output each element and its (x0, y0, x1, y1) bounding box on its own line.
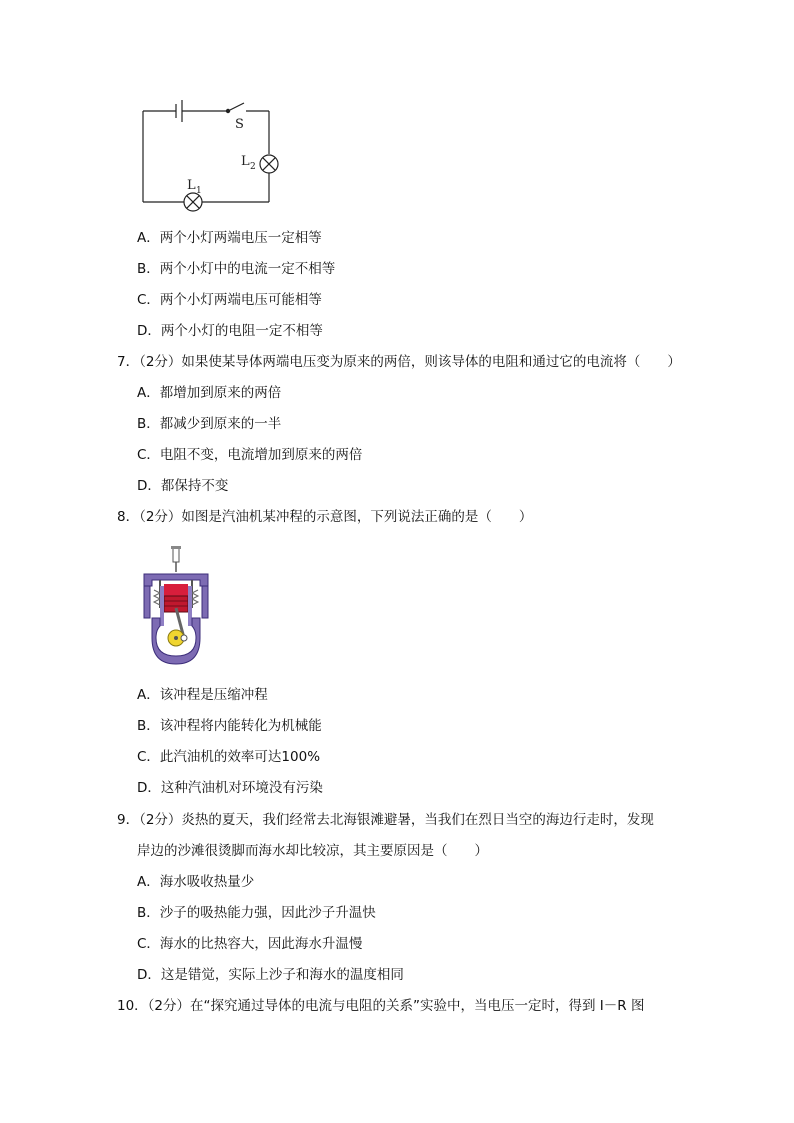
lamp1-subscript: 1 (196, 186, 202, 196)
q6-option-c: C．两个小灯两端电压可能相等 (137, 292, 322, 308)
q7-option-d: D．都保持不变 (137, 478, 229, 494)
engine-diagram (140, 546, 212, 668)
q7-option-a: A．都增加到原来的两倍 (137, 385, 282, 401)
q9-stem-line2: 岸边的沙滩很烫脚而海水却比较凉，其主要原因是（ ） (137, 843, 488, 859)
q9-option-d: D．这是错觉，实际上沙子和海水的温度相同 (137, 967, 404, 983)
q9-option-b: B．沙子的吸热能力强，因此沙子升温快 (137, 905, 376, 921)
switch-label: S (235, 117, 244, 132)
q7-stem: 7．（2分）如果使某导体两端电压变为原来的两倍，则该导体的电阻和通过它的电流将（ ） (117, 354, 681, 370)
lamp2-label: L (241, 154, 250, 169)
q6-option-b: B．两个小灯中的电流一定不相等 (137, 261, 336, 277)
q7-option-c: C．电阻不变，电流增加到原来的两倍 (137, 447, 363, 463)
q9-option-c: C．海水的比热容大，因此海水升温慢 (137, 936, 363, 952)
q9-stem-line1: 9．（2分）炎热的夏天，我们经常去北海银滩避暑，当我们在烈日当空的海边行走时，发现 (117, 812, 654, 828)
circuit-diagram (136, 98, 286, 218)
q8-stem: 8．（2分）如图是汽油机某冲程的示意图，下列说法正确的是（ ） (117, 509, 533, 525)
lamp2-subscript: 2 (250, 162, 256, 172)
q8-option-b: B．该冲程将内能转化为机械能 (137, 718, 322, 734)
lamp1-label: L (187, 178, 196, 193)
q7-option-b: B．都减少到原来的一半 (137, 416, 282, 432)
q10-stem: 10．（2分）在“探究通过导体的电流与电阻的关系”实验中，当电压一定时，得到 I－R 图 (117, 998, 645, 1014)
q8-option-c: C．此汽油机的效率可达100% (137, 749, 321, 765)
q8-option-d: D．这种汽油机对环境没有污染 (137, 780, 323, 796)
q6-option-d: D．两个小灯的电阻一定不相等 (137, 323, 323, 339)
q9-option-a: A．海水吸收热量少 (137, 874, 255, 890)
q8-option-a: A．该冲程是压缩冲程 (137, 687, 268, 703)
q6-option-a: A．两个小灯两端电压一定相等 (137, 230, 322, 246)
